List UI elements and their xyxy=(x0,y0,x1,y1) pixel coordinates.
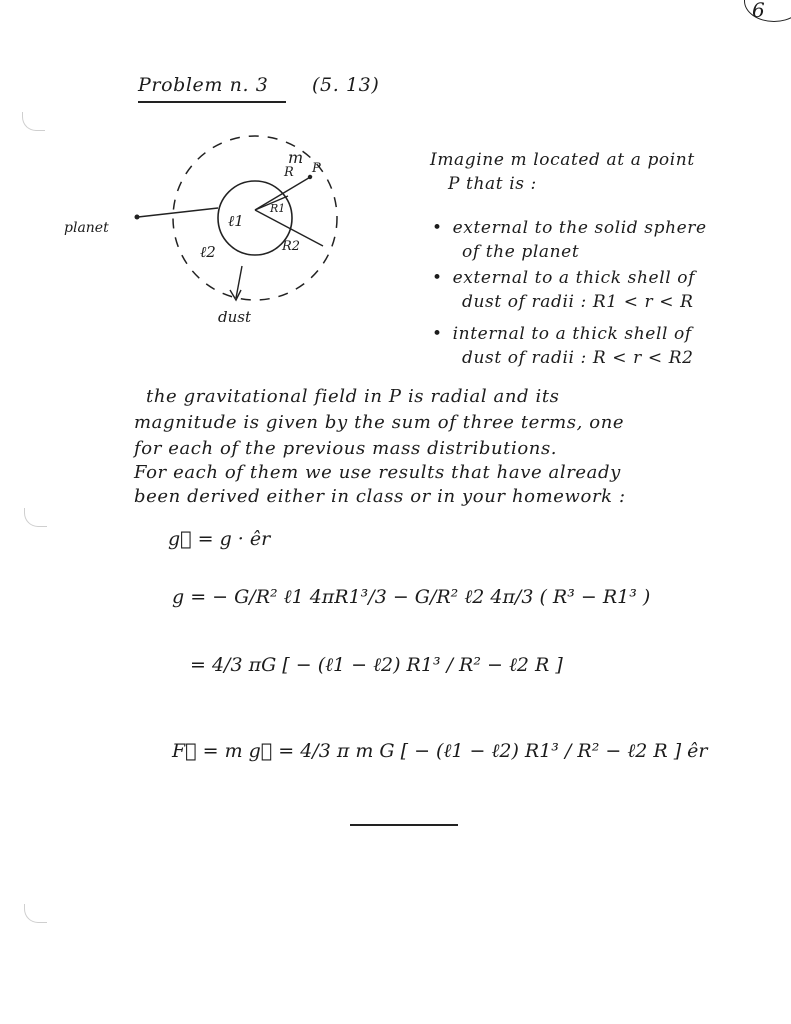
radius-R2-label: R2 xyxy=(282,239,301,254)
equation-force: F⃗ = m g⃗ = 4/3 π m G [ − (ℓ1 − ℓ2) R1³ / R² − ℓ2 R ] êr xyxy=(172,740,708,762)
bullet-item: • external to a thick shell of xyxy=(432,268,696,288)
paragraph-line: For each of them we use results that have already xyxy=(134,462,621,483)
planet-diagram xyxy=(60,118,420,338)
intro-line: Imagine m located at a point xyxy=(430,150,695,170)
closing-rule xyxy=(350,824,458,826)
bullet-item: • internal to a thick shell of xyxy=(432,324,692,344)
bullet-text: dust of radii : R < r < R2 xyxy=(462,348,694,368)
dust-label: dust xyxy=(218,308,251,326)
paragraph-line: magnitude is given by the sum of three terms, one xyxy=(134,412,625,433)
mass-label: m xyxy=(288,148,304,167)
dust-pointer-arrowhead xyxy=(230,290,241,300)
paragraph-line: the gravitational field in P is radial and its xyxy=(146,386,560,407)
planet-label: planet xyxy=(64,220,109,236)
radius-R-label: R xyxy=(284,165,294,180)
equation-vector-g: g⃗ = g · êr xyxy=(168,528,271,550)
punch-hole-mark xyxy=(24,904,47,923)
bullet-text: external to a thick shell of xyxy=(452,268,696,288)
page-number: 6 xyxy=(752,0,766,22)
planet-pointer-dot xyxy=(135,215,140,220)
title-underline xyxy=(138,101,286,103)
problem-title: Problem n. 3 xyxy=(138,74,269,96)
bullet-text: internal to a thick shell of xyxy=(452,324,692,344)
radius-R1-label: R1 xyxy=(270,202,286,215)
paragraph-line: been derived either in class or in your homework : xyxy=(134,486,626,507)
bullet-text: dust of radii : R1 < r < R xyxy=(462,292,694,312)
problem-reference: (5. 13) xyxy=(312,74,380,96)
point-P-label: P xyxy=(312,161,321,176)
bullet-text: of the planet xyxy=(462,242,580,262)
paragraph-line: for each of the previous mass distributions. xyxy=(134,438,558,459)
punch-hole-mark xyxy=(24,508,47,527)
equation-g-simplified: = 4/3 πG [ − (ℓ1 − ℓ2) R1³ / R² − ℓ2 R ] xyxy=(190,654,563,676)
bullet-item: • external to the solid sphere xyxy=(432,218,707,238)
punch-hole-mark xyxy=(22,112,45,131)
equation-g-magnitude: g = − G/R² ℓ1 4πR1³/3 − G/R² ℓ2 4π/3 ( R³ − R1³ ) xyxy=(172,586,651,608)
intro-line: P that is : xyxy=(448,174,537,194)
density-inner-label: ℓ1 xyxy=(228,212,244,230)
density-outer-label: ℓ2 xyxy=(200,243,216,261)
planet-pointer xyxy=(138,208,218,217)
bullet-text: external to the solid sphere xyxy=(452,218,707,238)
